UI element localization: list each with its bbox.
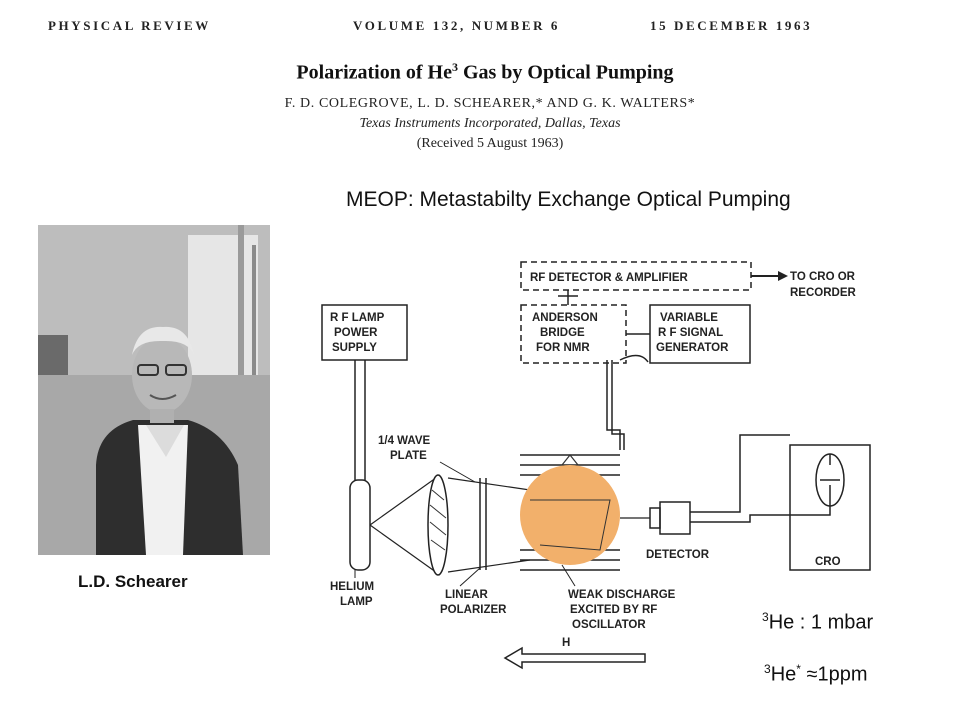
- variable-label-3: GENERATOR: [656, 342, 729, 354]
- detector-label: DETECTOR: [646, 549, 710, 561]
- journal-header: [48, 18, 888, 38]
- photo-caption: L.D. Schearer: [78, 572, 188, 591]
- to-cro-label-2: RECORDER: [790, 287, 856, 299]
- helium-lamp-label-1: HELIUM: [330, 581, 375, 593]
- polarizer-label-1: LINEAR: [445, 589, 488, 601]
- wave-plate-label-2: PLATE: [390, 450, 427, 462]
- variable-label-2: R F SIGNAL: [658, 327, 724, 339]
- field-label: H: [562, 637, 571, 649]
- journal-date: 15 DECEMBER 1963: [650, 18, 813, 33]
- portrait-photo: [38, 225, 270, 555]
- rf-lamp-label-1: R F LAMP: [330, 312, 385, 324]
- discharge-label-2: EXCITED BY RF: [570, 604, 658, 616]
- slide-subtitle: MEOP: Metastabilty Exchange Optical Pumping: [346, 188, 791, 211]
- to-cro-label-1: TO CRO OR: [790, 271, 855, 283]
- anderson-label-3: FOR NMR: [536, 342, 590, 354]
- anderson-label-2: BRIDGE: [540, 327, 585, 339]
- paper-authors: F. D. COLEGROVE, L. D. SCHEARER,* AND G. K. WALTERS*: [284, 96, 696, 111]
- helium-lamp-label-2: LAMP: [340, 596, 373, 608]
- wave-plate-label-1: 1/4 WAVE: [378, 435, 431, 447]
- paper-received: (Received 5 August 1963): [416, 136, 564, 151]
- discharge-label-3: OSCILLATOR: [572, 619, 646, 631]
- paper-title: Polarization of He$^3$ Gas by Optical Pumping: [296, 60, 674, 84]
- pumping-cell: [520, 465, 620, 565]
- cro-label: CRO: [815, 556, 841, 568]
- variable-label-1: VARIABLE: [660, 312, 718, 324]
- journal-volume: VOLUME 132, NUMBER 6: [353, 18, 561, 33]
- metastable-note: $^3$He* ≈1ppm: [764, 662, 868, 686]
- discharge-label-1: WEAK DISCHARGE: [568, 589, 676, 601]
- journal-name: PHYSICAL REVIEW: [48, 18, 211, 33]
- polarizer-label-2: POLARIZER: [440, 604, 507, 616]
- rf-lamp-label-3: SUPPLY: [332, 342, 377, 354]
- rf-lamp-label-2: POWER: [334, 327, 378, 339]
- paper-affiliation: Texas Instruments Incorporated, Dallas, Texas: [359, 116, 621, 131]
- anderson-label-1: ANDERSON: [532, 312, 598, 324]
- rf-detector-label: RF DETECTOR & AMPLIFIER: [530, 272, 688, 284]
- pressure-note: $^3$He : 1 mbar: [762, 610, 874, 634]
